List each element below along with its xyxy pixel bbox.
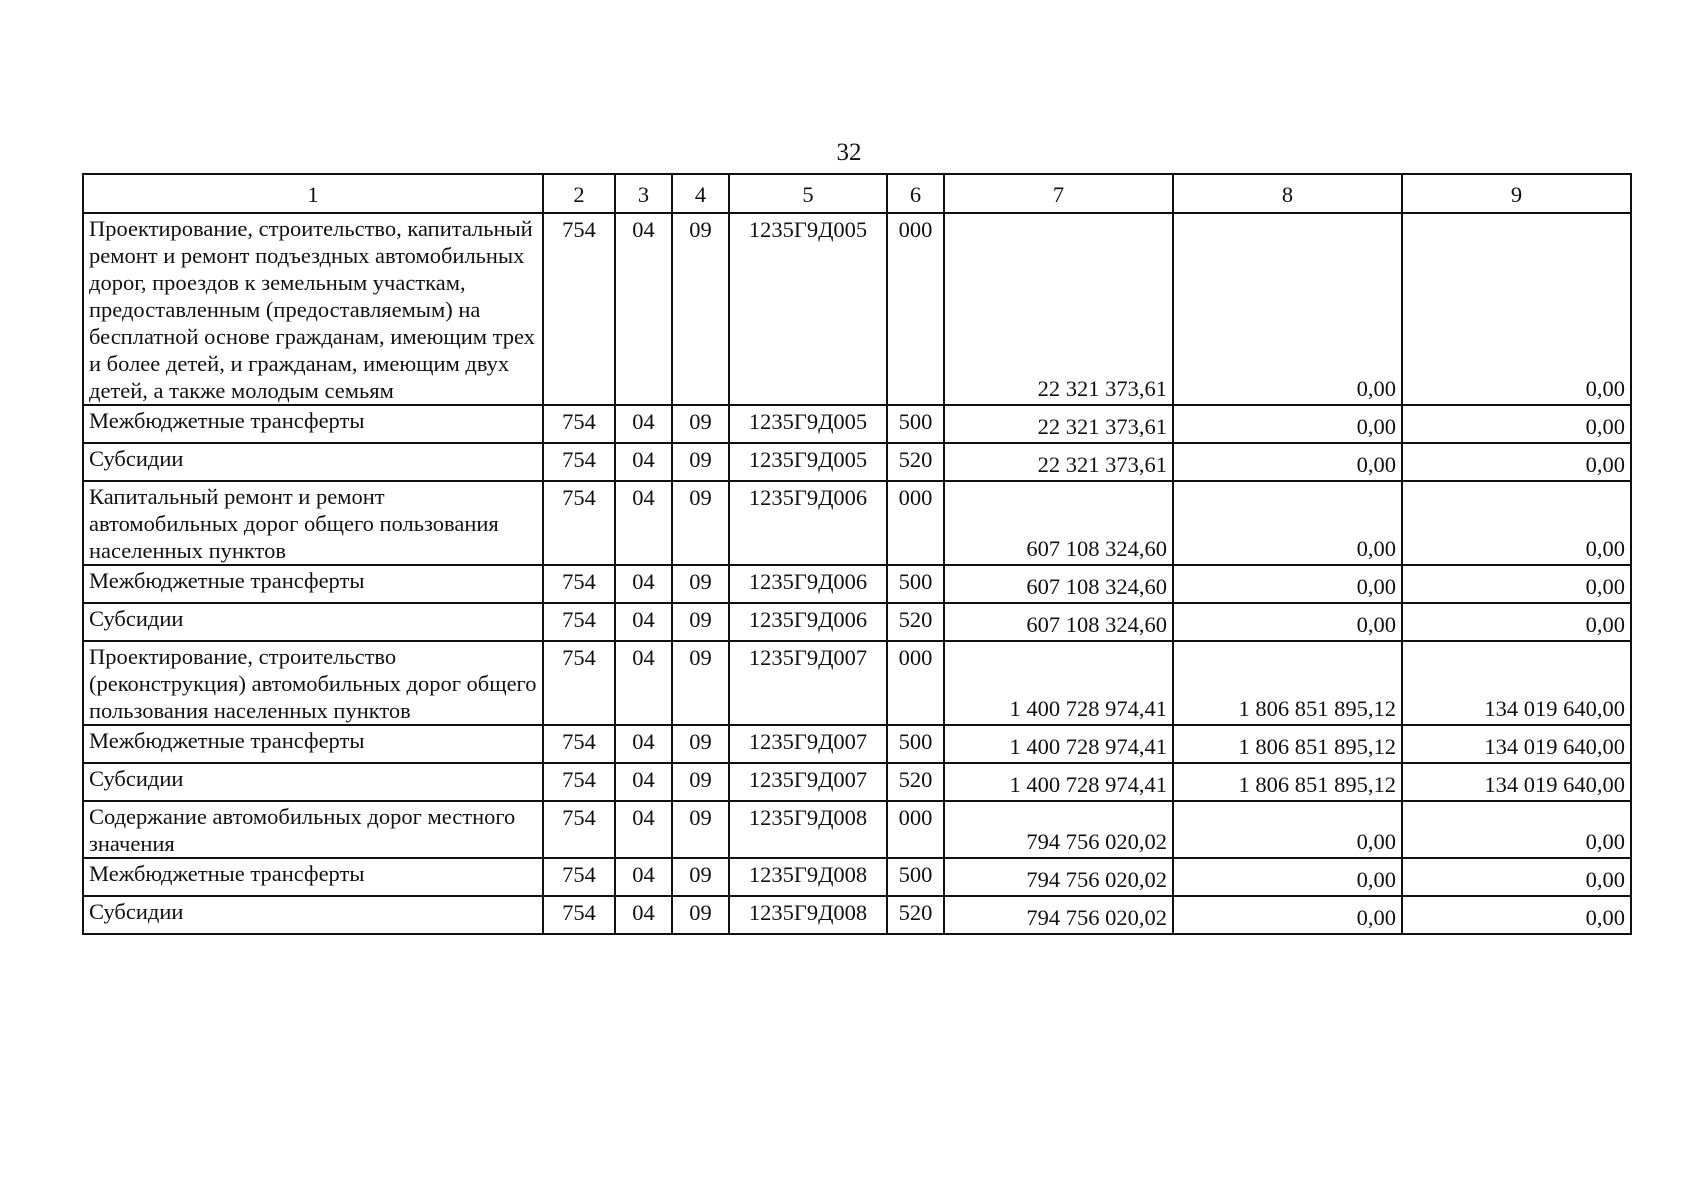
row-col-6: 000 — [887, 801, 944, 858]
row-amount-7: 607 108 324,60 — [944, 565, 1173, 603]
header-col-9: 9 — [1402, 174, 1631, 213]
row-amount-9: 134 019 640,00 — [1402, 763, 1631, 801]
row-amount-7: 1 400 728 974,41 — [944, 763, 1173, 801]
row-col-2: 754 — [543, 858, 615, 896]
row-col-6: 000 — [887, 641, 944, 725]
row-col-4: 09 — [672, 405, 729, 443]
row-amount-9: 0,00 — [1402, 443, 1631, 481]
row-amount-8: 0,00 — [1173, 443, 1402, 481]
row-amount-9: 0,00 — [1402, 896, 1631, 934]
row-name: Субсидии — [83, 443, 543, 481]
row-name: Проектирование, строительство, капитальный ремонт и ремонт подъездных автомобильных дорог, проездов к земельным участкам, предоставленным (предоставляемым) на бесплатной основе гражданам, имеющим трех и более детей, и гражданам, имеющим двух детей, а также молодым семьям — [83, 213, 543, 405]
row-col-4: 09 — [672, 443, 729, 481]
row-col-5: 1235Г9Д005 — [729, 405, 887, 443]
row-amount-7: 22 321 373,61 — [944, 443, 1173, 481]
row-amount-7: 794 756 020,02 — [944, 896, 1173, 934]
row-col-2: 754 — [543, 801, 615, 858]
row-col-5: 1235Г9Д006 — [729, 603, 887, 641]
row-amount-9: 0,00 — [1402, 405, 1631, 443]
row-amount-8: 1 806 851 895,12 — [1173, 763, 1402, 801]
row-name: Межбюджетные трансферты — [83, 405, 543, 443]
table-row — [83, 443, 1631, 481]
row-col-3: 04 — [615, 443, 672, 481]
table-row — [83, 641, 1631, 725]
row-col-6: 500 — [887, 858, 944, 896]
row-name: Субсидии — [83, 763, 543, 801]
row-amount-9: 0,00 — [1402, 213, 1631, 405]
table-row — [83, 763, 1631, 801]
row-col-2: 754 — [543, 405, 615, 443]
row-col-5: 1235Г9Д005 — [729, 443, 887, 481]
table-row — [83, 213, 1631, 405]
header-col-2: 2 — [543, 174, 615, 213]
row-col-5: 1235Г9Д006 — [729, 481, 887, 565]
row-col-6: 500 — [887, 565, 944, 603]
row-col-3: 04 — [615, 565, 672, 603]
row-name: Субсидии — [83, 603, 543, 641]
row-col-5: 1235Г9Д007 — [729, 725, 887, 763]
row-col-4: 09 — [672, 801, 729, 858]
row-col-3: 04 — [615, 725, 672, 763]
row-col-2: 754 — [543, 641, 615, 725]
row-amount-9: 0,00 — [1402, 801, 1631, 858]
row-amount-9: 0,00 — [1402, 481, 1631, 565]
row-col-2: 754 — [543, 481, 615, 565]
row-amount-8: 0,00 — [1173, 603, 1402, 641]
row-name: Капитальный ремонт и ремонт автомобильных дорог общего пользования населенных пунктов — [83, 481, 543, 565]
table-row — [83, 565, 1631, 603]
row-col-4: 09 — [672, 896, 729, 934]
row-amount-8: 0,00 — [1173, 858, 1402, 896]
row-amount-9: 0,00 — [1402, 565, 1631, 603]
row-col-6: 000 — [887, 481, 944, 565]
row-amount-9: 0,00 — [1402, 858, 1631, 896]
row-col-5: 1235Г9Д008 — [729, 896, 887, 934]
row-col-6: 520 — [887, 603, 944, 641]
row-col-2: 754 — [543, 896, 615, 934]
header-col-4: 4 — [672, 174, 729, 213]
row-col-6: 520 — [887, 896, 944, 934]
row-name: Содержание автомобильных дорог местного значения — [83, 801, 543, 858]
row-amount-9: 134 019 640,00 — [1402, 725, 1631, 763]
row-col-3: 04 — [615, 858, 672, 896]
row-amount-8: 0,00 — [1173, 896, 1402, 934]
row-amount-7: 607 108 324,60 — [944, 481, 1173, 565]
table-row — [83, 896, 1631, 934]
row-amount-8: 0,00 — [1173, 565, 1402, 603]
header-col-8: 8 — [1173, 174, 1402, 213]
row-col-6: 500 — [887, 405, 944, 443]
table-row — [83, 858, 1631, 896]
row-name: Межбюджетные трансферты — [83, 725, 543, 763]
row-col-5: 1235Г9Д005 — [729, 213, 887, 405]
budget-table — [82, 173, 1632, 935]
row-amount-8: 1 806 851 895,12 — [1173, 641, 1402, 725]
header-col-6: 6 — [887, 174, 944, 213]
row-name: Межбюджетные трансферты — [83, 565, 543, 603]
row-amount-7: 607 108 324,60 — [944, 603, 1173, 641]
row-col-4: 09 — [672, 641, 729, 725]
row-col-4: 09 — [672, 565, 729, 603]
header-col-7: 7 — [944, 174, 1173, 213]
row-amount-8: 0,00 — [1173, 213, 1402, 405]
row-amount-7: 22 321 373,61 — [944, 405, 1173, 443]
row-col-5: 1235Г9Д007 — [729, 763, 887, 801]
row-amount-7: 1 400 728 974,41 — [944, 725, 1173, 763]
row-col-2: 754 — [543, 443, 615, 481]
row-col-2: 754 — [543, 603, 615, 641]
row-col-2: 754 — [543, 763, 615, 801]
row-col-2: 754 — [543, 213, 615, 405]
row-amount-7: 794 756 020,02 — [944, 801, 1173, 858]
row-col-4: 09 — [672, 763, 729, 801]
table-row — [83, 725, 1631, 763]
row-amount-7: 794 756 020,02 — [944, 858, 1173, 896]
row-col-4: 09 — [672, 213, 729, 405]
row-col-3: 04 — [615, 763, 672, 801]
row-col-3: 04 — [615, 603, 672, 641]
row-col-5: 1235Г9Д008 — [729, 858, 887, 896]
row-amount-7: 1 400 728 974,41 — [944, 641, 1173, 725]
table-row — [83, 801, 1631, 858]
row-amount-9: 0,00 — [1402, 603, 1631, 641]
row-col-3: 04 — [615, 481, 672, 565]
row-amount-8: 0,00 — [1173, 405, 1402, 443]
row-col-5: 1235Г9Д006 — [729, 565, 887, 603]
row-col-6: 000 — [887, 213, 944, 405]
row-col-3: 04 — [615, 405, 672, 443]
row-col-6: 520 — [887, 763, 944, 801]
row-amount-8: 0,00 — [1173, 801, 1402, 858]
row-amount-9: 134 019 640,00 — [1402, 641, 1631, 725]
row-col-5: 1235Г9Д008 — [729, 801, 887, 858]
table-row — [83, 481, 1631, 565]
row-amount-8: 0,00 — [1173, 481, 1402, 565]
row-col-4: 09 — [672, 603, 729, 641]
header-col-3: 3 — [615, 174, 672, 213]
row-amount-7: 22 321 373,61 — [944, 213, 1173, 405]
row-col-2: 754 — [543, 725, 615, 763]
row-col-4: 09 — [672, 481, 729, 565]
row-col-4: 09 — [672, 725, 729, 763]
page-number: 32 — [836, 139, 862, 166]
row-amount-8: 1 806 851 895,12 — [1173, 725, 1402, 763]
table-row — [83, 603, 1631, 641]
row-col-5: 1235Г9Д007 — [729, 641, 887, 725]
table-row — [83, 405, 1631, 443]
row-col-3: 04 — [615, 641, 672, 725]
row-col-3: 04 — [615, 801, 672, 858]
row-col-3: 04 — [615, 896, 672, 934]
row-name: Межбюджетные трансферты — [83, 858, 543, 896]
row-name: Субсидии — [83, 896, 543, 934]
header-col-1: 1 — [83, 174, 543, 213]
header-row — [83, 174, 1631, 213]
row-col-6: 520 — [887, 443, 944, 481]
row-col-2: 754 — [543, 565, 615, 603]
row-col-6: 500 — [887, 725, 944, 763]
header-col-5: 5 — [729, 174, 887, 213]
row-name: Проектирование, строительство (реконструкция) автомобильных дорог общего пользования населенных пунктов — [83, 641, 543, 725]
row-col-3: 04 — [615, 213, 672, 405]
row-col-4: 09 — [672, 858, 729, 896]
table-body — [83, 213, 1631, 934]
